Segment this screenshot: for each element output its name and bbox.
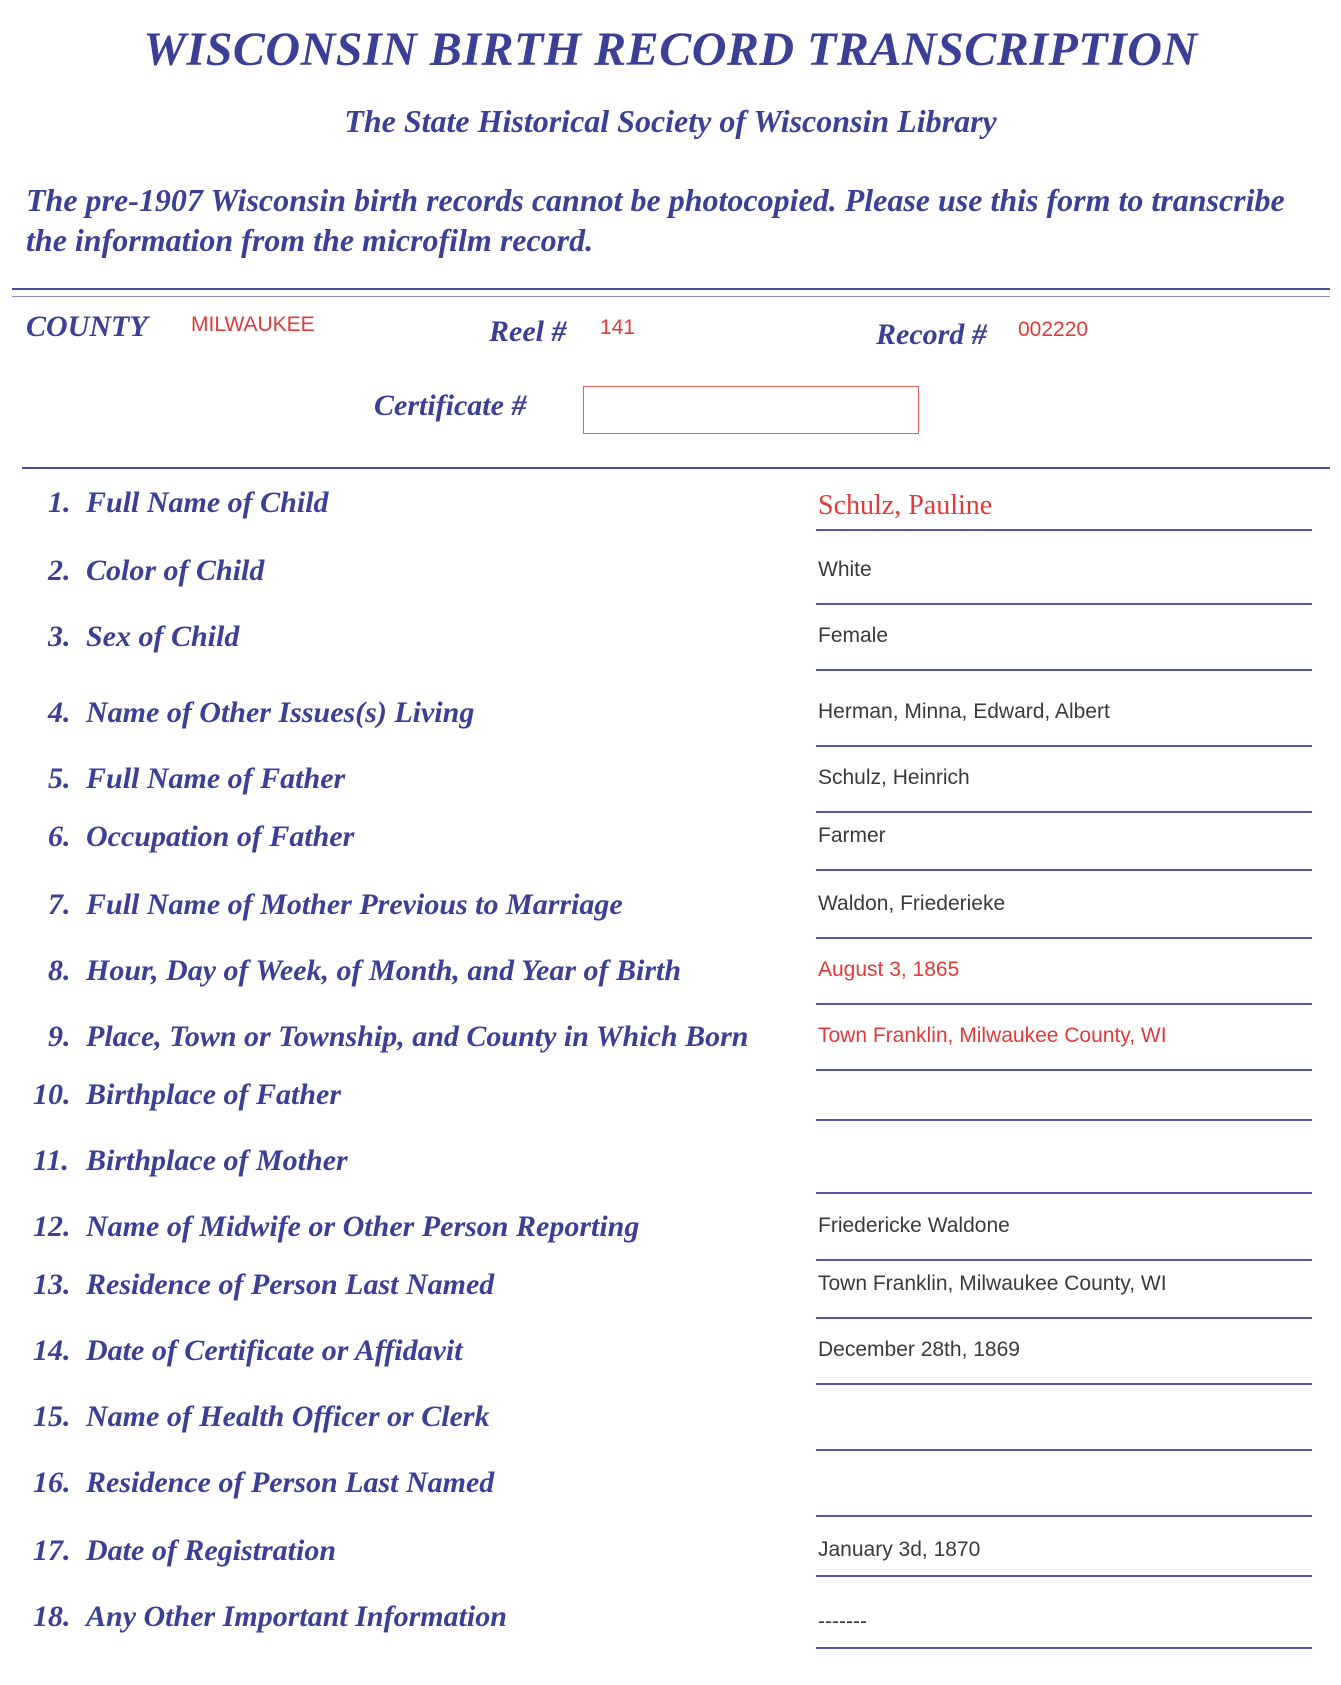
field-label-12: 12. Name of Midwife or Other Person Reporting [33, 1210, 640, 1243]
certificate-input[interactable] [583, 386, 919, 434]
field-value-8[interactable]: August 3, 1865 [818, 958, 960, 981]
field-value-1[interactable]: Schulz, Pauline [818, 490, 993, 521]
certificate-label: Certificate # [374, 389, 527, 422]
field-value-2[interactable]: White [818, 558, 872, 581]
divider-top-thin [12, 296, 1330, 297]
field-value-5[interactable]: Schulz, Heinrich [818, 766, 970, 789]
field-value-12[interactable]: Friedericke Waldone [818, 1214, 1010, 1237]
field-line-4 [816, 745, 1312, 747]
field-value-18[interactable]: ------- [818, 1610, 867, 1633]
field-label-3: 3. Sex of Child [48, 620, 240, 653]
field-label-17: 17. Date of Registration [33, 1534, 337, 1567]
field-label-10: 10. Birthplace of Father [33, 1078, 342, 1111]
field-line-1 [816, 529, 1312, 531]
field-value-14[interactable]: December 28th, 1869 [818, 1338, 1020, 1361]
field-line-18 [816, 1647, 1312, 1649]
field-line-16 [816, 1515, 1312, 1517]
field-label-11: 11. Birthplace of Mother [33, 1144, 348, 1177]
field-line-5 [816, 811, 1312, 813]
field-label-7: 7. Full Name of Mother Previous to Marriage [48, 888, 623, 921]
form-title: WISCONSIN BIRTH RECORD TRANSCRIPTION [143, 23, 1198, 76]
form-subtitle: The State Historical Society of Wisconsin Library [344, 103, 997, 139]
field-value-9[interactable]: Town Franklin, Milwaukee County, WI [818, 1024, 1167, 1047]
record-value: 002220 [1018, 318, 1089, 341]
field-line-9 [816, 1069, 1312, 1071]
field-label-15: 15. Name of Health Officer or Clerk [33, 1400, 490, 1433]
form-notice: The pre-1907 Wisconsin birth records cannot be photocopied. Please use this form to transcribe the information from the microfilm record. [26, 182, 1285, 258]
field-label-18: 18. Any Other Important Information [33, 1600, 507, 1633]
field-line-14 [816, 1383, 1312, 1385]
field-value-17[interactable]: January 3d, 1870 [818, 1538, 981, 1561]
field-line-12 [816, 1259, 1312, 1261]
record-label: Record # [876, 318, 987, 351]
field-label-14: 14. Date of Certificate or Affidavit [33, 1334, 463, 1367]
reel-label: Reel # [489, 315, 567, 348]
field-value-13[interactable]: Town Franklin, Milwaukee County, WI [818, 1272, 1167, 1295]
county-label: COUNTY [26, 310, 148, 343]
field-line-2 [816, 603, 1312, 605]
field-value-7[interactable]: Waldon, Friederieke [818, 892, 1006, 915]
field-value-3[interactable]: Female [818, 624, 889, 647]
field-value-6[interactable]: Farmer [818, 824, 886, 847]
county-value: MILWAUKEE [191, 313, 315, 336]
field-line-8 [816, 1003, 1312, 1005]
field-line-17 [816, 1575, 1312, 1577]
field-label-13: 13. Residence of Person Last Named [33, 1268, 495, 1301]
field-label-5: 5. Full Name of Father [48, 762, 346, 795]
field-line-6 [816, 869, 1312, 871]
field-label-6: 6. Occupation of Father [48, 820, 355, 853]
field-label-9: 9. Place, Town or Township, and County in Which Born [48, 1020, 749, 1053]
field-label-1: 1. Full Name of Child [48, 486, 329, 519]
field-label-4: 4. Name of Other Issues(s) Living [48, 696, 475, 729]
field-line-15 [816, 1449, 1312, 1451]
field-line-7 [816, 937, 1312, 939]
divider-middle [22, 467, 1330, 469]
field-label-8: 8. Hour, Day of Week, of Month, and Year of Birth [48, 954, 682, 987]
field-line-10 [816, 1119, 1312, 1121]
field-line-13 [816, 1317, 1312, 1319]
field-label-2: 2. Color of Child [48, 554, 265, 587]
field-line-3 [816, 669, 1312, 671]
field-line-11 [816, 1192, 1312, 1194]
field-value-4[interactable]: Herman, Minna, Edward, Albert [818, 700, 1110, 723]
divider-top [12, 288, 1330, 290]
field-label-16: 16. Residence of Person Last Named [33, 1466, 495, 1499]
reel-value: 141 [600, 316, 636, 339]
